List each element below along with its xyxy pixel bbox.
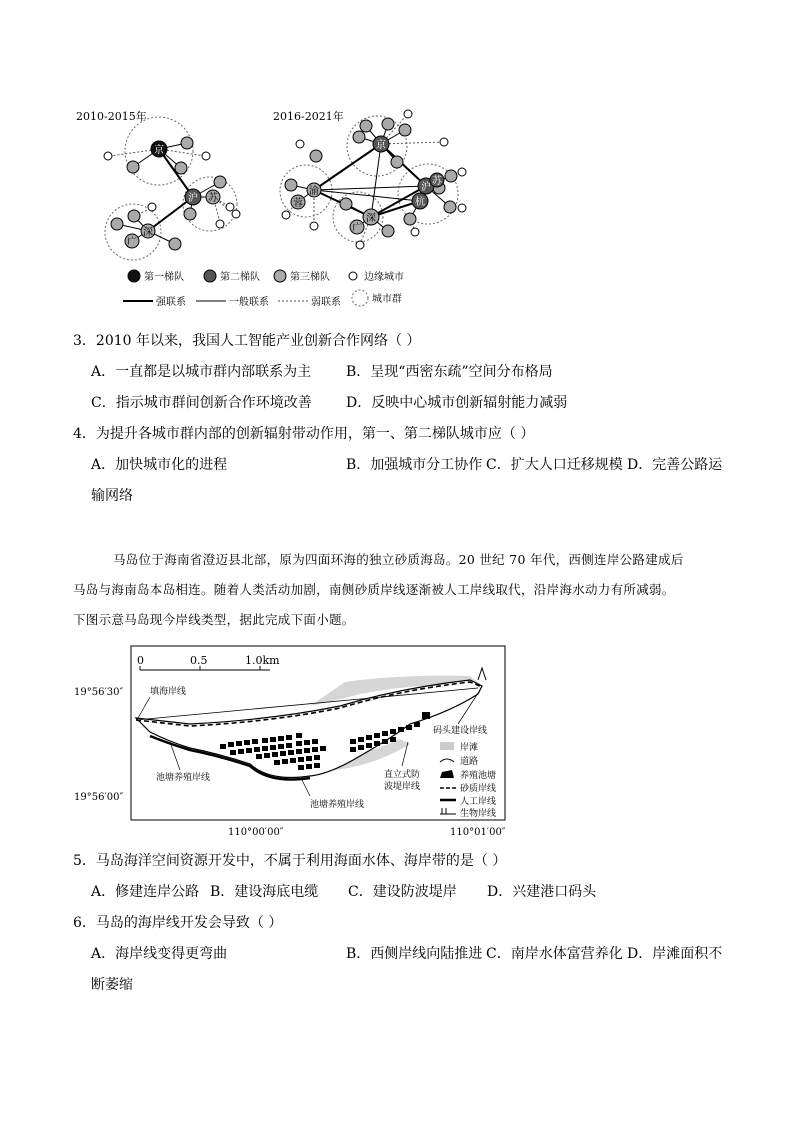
node-right-guang: 广 — [352, 223, 362, 234]
node-right-su: 苏 — [432, 176, 442, 187]
question-4-option-b[interactable]: B．加强城市分工协作 — [346, 457, 483, 473]
question-6-option-d-continued: 断萎缩 — [91, 977, 133, 993]
question-3-option-a[interactable]: A．一直都是以城市群内部联系为主 — [91, 364, 312, 380]
legend-tier3: 第三梯队 — [290, 272, 330, 283]
legend-edge: 边缘城市 — [364, 272, 404, 283]
label-pond-shoreline-left: 池塘养殖岸线 — [156, 773, 211, 783]
question-4-option-c[interactable]: C．扩大人口迁移规模 — [486, 457, 623, 473]
label-breakwater-2: 波堤岸线 — [384, 782, 421, 792]
legend-weak: 弱联系 — [311, 297, 341, 308]
question-4-stem: 4．为提升各城市群内部的创新辐射带动作用，第一、第二梯队城市应（ ） — [73, 426, 535, 442]
legend-artificial: 人工岸线 — [460, 797, 497, 807]
question-6-option-c[interactable]: C．南岸水体富营养化 — [486, 946, 623, 962]
island-map-figure — [70, 644, 510, 840]
label-pond-shoreline-bottom: 池塘养殖岸线 — [310, 800, 365, 810]
passage — [73, 545, 733, 635]
scale-one: 1.0km — [245, 654, 280, 667]
legend-pond: 养殖池塘 — [460, 771, 497, 781]
island-map — [70, 644, 510, 840]
question-6-option-b[interactable]: B．西侧岸线向陆推进 — [346, 946, 483, 962]
node-left-guang: 广 — [127, 237, 137, 248]
legend-cluster: 城市群 — [372, 294, 402, 305]
right-network — [280, 110, 466, 249]
question-3-option-d[interactable]: D．反映中心城市创新辐射能力减弱 — [346, 395, 568, 411]
node-right-hang: 杭 — [415, 197, 425, 208]
question-3-option-b[interactable]: B．呈现“西密东疏”空间分布格局 — [346, 364, 553, 380]
question-6-option-a[interactable]: A．海岸线变得更弯曲 — [91, 946, 228, 962]
node-left-su: 苏 — [208, 193, 218, 204]
lon-right: 110°01′00″ — [450, 827, 506, 838]
node-left-shen: 深 — [143, 227, 153, 238]
legend-sand: 砂质岸线 — [460, 784, 497, 794]
question-5-option-a[interactable]: A．修建连岸公路 — [91, 884, 200, 900]
node-right-rong: 蓉 — [293, 198, 303, 209]
passage-line-2: 马岛与海南岛本岛相连。随着人类活动加剧，南侧砂质岸线逐渐被人工岸线取代，沿岸海水动力有所减弱。 — [73, 582, 675, 597]
question-5-stem: 5．马岛海洋空间资源开发中，不属于利用海面水体、海岸带的是（ ） — [73, 853, 507, 869]
question-5-option-c[interactable]: C．建设防波堤岸 — [348, 884, 457, 900]
question-3-option-c[interactable]: C．指示城市群间创新合作环境改善 — [91, 395, 312, 411]
node-left-jing: 京 — [154, 145, 164, 156]
question-6-stem: 6．马岛的海岸线开发会导致（ ） — [73, 915, 283, 931]
legend-strong: 强联系 — [156, 297, 186, 308]
node-right-shen: 深 — [366, 213, 376, 224]
legend-tier1: 第一梯队 — [144, 272, 184, 283]
question-4-option-a[interactable]: A．加快城市化的进程 — [91, 457, 228, 473]
question-6-option-d[interactable]: D．岸滩面积不 — [627, 946, 723, 962]
network-legend — [123, 270, 404, 308]
label-fill-shoreline: 填海岸线 — [150, 687, 187, 697]
label-dock-shoreline: 码头建设岸线 — [433, 726, 488, 736]
node-right-yu: 渝 — [309, 186, 319, 197]
network-diagram — [70, 104, 490, 316]
right-panel-title: 2016-2021年 — [273, 110, 344, 123]
question-4-option-d-continued: 输网络 — [91, 488, 133, 504]
scale-half: 0.5 — [190, 654, 208, 667]
question-5-option-b[interactable]: B．建设海底电缆 — [210, 884, 319, 900]
network-figure — [70, 104, 490, 316]
node-left-hu: 沪 — [188, 193, 198, 204]
question-4-option-d[interactable]: D．完善公路运 — [627, 457, 723, 473]
left-panel-title: 2010-2015年 — [76, 110, 147, 123]
lat-bottom: 19°56′00″ — [74, 792, 124, 803]
legend-road: 道路 — [460, 757, 479, 767]
node-right-hu: 沪 — [421, 182, 431, 193]
legend-normal: 一般联系 — [229, 297, 269, 308]
legend-beach: 岸滩 — [460, 743, 479, 753]
label-breakwater-1: 直立式防 — [384, 770, 421, 780]
scale-0: 0 — [137, 654, 144, 667]
lon-left: 110°00′00″ — [228, 827, 284, 838]
node-right-jing: 京 — [376, 140, 386, 151]
left-network — [104, 117, 240, 260]
legend-tier2: 第二梯队 — [220, 272, 260, 283]
legend-bio: 生物岸线 — [460, 809, 497, 819]
question-5-option-d[interactable]: D．兴建港口码头 — [487, 884, 597, 900]
question-3-stem: 3．2010 年以来，我国人工智能产业创新合作网络（ ） — [73, 333, 421, 349]
passage-line-1: 马岛位于海南省澄迈县北部，原为四面环海的独立砂质海岛。20 世纪 70 年代，西侧连岸公路建成后 — [113, 552, 684, 567]
lat-top: 19°56′30″ — [74, 687, 124, 698]
passage-line-3: 下图示意马岛现今岸线类型，据此完成下面小题。 — [73, 612, 355, 627]
